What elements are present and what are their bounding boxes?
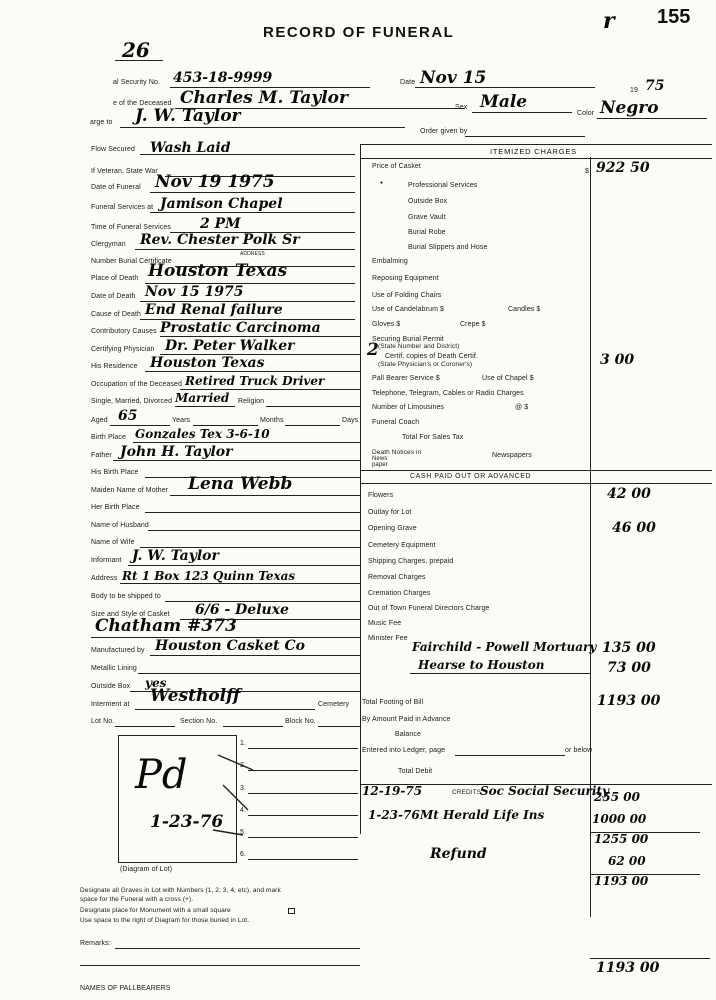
shipped-to-label: Body to be shipped to [91, 593, 161, 600]
contributory-value: Prostatic Carcinoma [160, 320, 321, 336]
casket-model-value: Chatham #373 [95, 616, 237, 636]
mother-label: Maiden Name of Mother [91, 487, 169, 494]
cause-of-death-label: Cause of Death [91, 311, 142, 318]
total-footing-label: Total Footing of Bill [362, 699, 424, 706]
occupation-label: Occupation of the Deceased [91, 381, 182, 388]
flowers-label: Flowers [368, 492, 394, 499]
birth-place-label: Birth Place [91, 434, 126, 441]
folding-chairs-label: Use of Folding Chairs [372, 292, 442, 299]
opening-grave-value: 46 00 [612, 520, 656, 536]
minister-fee-label: Minister Fee [368, 635, 408, 642]
interment-value: Westholff [150, 686, 241, 706]
years-label: Years [172, 417, 191, 424]
credits-label: CREDITS [452, 789, 482, 796]
ssn-value: 453-18-9999 [173, 70, 273, 86]
removal-label: Removal Charges [368, 574, 426, 581]
grave-vault-label: Grave Vault [408, 214, 446, 221]
bullet: ● [380, 180, 384, 186]
ledger-label: Entered into Ledger, page [362, 747, 446, 754]
burial-slippers-label: Burial Slippers and Hose [408, 244, 488, 251]
lot-num-6: 6. [240, 851, 247, 858]
monument-square-icon [288, 908, 295, 914]
birth-place-value: Gonzales Tex 3-6-10 [135, 427, 270, 441]
lot-num-2: 2. [240, 762, 247, 769]
section-no-label: Section No. [180, 718, 218, 725]
manufactured-value: Houston Casket Co [155, 638, 306, 654]
reposing-label: Reposing Equipment [372, 275, 439, 282]
professional-services-label: Professional Services [408, 182, 478, 189]
lot-num-4: 4. [240, 807, 247, 814]
father-value: John H. Taylor [120, 444, 233, 460]
date-of-death-label: Date of Death [91, 293, 136, 300]
lot-date-mark: 1-23-76 [150, 812, 224, 832]
or-below-label: or below [565, 747, 593, 754]
death-notices-label: Death Notices in [372, 449, 422, 456]
page-number: 155 [657, 6, 691, 28]
metallic-lining-label: Metallic Lining [91, 665, 137, 672]
tally-two: 2 [367, 340, 379, 360]
use-chapel-label: Use of Chapel $ [482, 375, 534, 382]
services-at-label: Funeral Services at [91, 204, 154, 211]
credit1-amt: 255 00 [594, 790, 640, 804]
lot-scribble [118, 735, 258, 865]
lot-num-5: 5. [240, 829, 247, 836]
price-casket-label: Price of Casket [372, 163, 421, 170]
out-of-town-line1: Fairchild - Powell Mortuary [412, 640, 597, 654]
remarks-label: Remarks: [80, 940, 111, 947]
her-birth-place-label: Her Birth Place [91, 504, 140, 511]
services-at-value: Jamison Chapel [160, 196, 283, 212]
color-label: Color [577, 110, 595, 117]
opening-grave-label: Opening Grave [368, 525, 417, 532]
initial-mark: r [603, 8, 615, 34]
months-label: Months [260, 417, 284, 424]
credit4-amt: 62 00 [608, 854, 646, 868]
credit2-desc: Mt Herald Life Ins [420, 808, 545, 822]
total-debit-label: Total Debit [398, 768, 433, 775]
lot-num-3: 3. [240, 785, 247, 792]
final-total: 1193 00 [596, 960, 660, 976]
limousines-label: Number of Limousines [372, 404, 445, 411]
news-paper-label: News paper [372, 456, 388, 468]
price-casket-value: 922 50 [596, 160, 650, 176]
credit1-desc: Soc Social Security [480, 784, 609, 798]
out-of-town-amt2: 73 00 [607, 660, 651, 676]
lot-no-label: Lot No. [91, 718, 115, 725]
order-given-label: Order given by [420, 128, 468, 135]
instruction-1: Designate all Graves in Lot with Numbers (1, 2, 3, 4, etc), and mark [80, 887, 281, 894]
paid-advance-label: By Amount Paid in Advance [362, 716, 451, 723]
total-footing-value: 1193 00 [597, 693, 661, 709]
physician-value: Dr. Peter Walker [165, 338, 295, 354]
charge-to-label: arge to [90, 119, 113, 126]
out-of-town-line2: Hearse to Houston [418, 658, 545, 672]
wife-label: Name of Wife [91, 539, 135, 546]
ssn-label: al Security No. [113, 79, 161, 86]
year-prefix: 19 [630, 87, 638, 94]
lot-caption: (Diagram of Lot) [120, 866, 173, 873]
pall-bearer-label: Pall Bearer Service $ [372, 375, 440, 382]
permit-label: Securing Burial Permit [372, 336, 444, 343]
itemized-charges-header: ITEMIZED CHARGES [490, 147, 577, 156]
interment-label: Interment at [91, 701, 130, 708]
credit2-date: 1-23-76 [368, 808, 420, 822]
clergyman-value: Rev. Chester Polk Sr [140, 232, 300, 248]
outside-box-value: yes [145, 676, 167, 690]
marital-value: Married [175, 391, 230, 405]
at-label: @ $ [515, 404, 529, 411]
place-of-death-value: Houston Texas [148, 261, 288, 281]
veteran-label: If Veteran, State War [91, 168, 158, 175]
aged-value: 65 [118, 408, 138, 424]
father-label: Father [91, 452, 112, 459]
instruction-3: Designate place for Monument with a small square [80, 907, 231, 914]
embalming-label: Embalming [372, 258, 408, 265]
manufactured-label: Manufactured by [91, 647, 145, 654]
certif-copies-value: 3 00 [600, 352, 635, 368]
physician-label: Certifying Physician [91, 346, 155, 353]
dollar-sign: $ [585, 168, 589, 175]
candles-label: Candles $ [508, 306, 541, 313]
color-value: Negro [600, 98, 659, 118]
candelabrum-label: Use of Candelabrum $ [372, 306, 445, 313]
state-number-label: (State Number and District) [378, 343, 460, 350]
music-fee-label: Music Fee [368, 620, 402, 627]
marital-label: Single, Married, Divorced [91, 398, 173, 405]
husband-label: Name of Husband [91, 522, 149, 529]
religion-label: Religion [238, 398, 265, 405]
residence-label: His Residence [91, 363, 138, 370]
pallbearers-label: NAMES OF PALLBEARERS [80, 985, 171, 992]
credit1-date: 12-19-75 [362, 784, 423, 798]
cremation-label: Cremation Charges [368, 590, 431, 597]
funeral-date-value: Nov 19 1975 [155, 172, 275, 192]
gloves-label: Gloves $ [372, 321, 401, 328]
time-label: Time of Funeral Services [91, 224, 171, 231]
credit5-amt: 1193 00 [594, 874, 649, 888]
funeral-date-label: Date of Funeral [91, 184, 141, 191]
sex-label: Sex [455, 104, 468, 111]
casket-size-value: 6/6 - Deluxe [195, 602, 289, 618]
cause-of-death-value: End Renal failure [145, 302, 283, 318]
funeral-coach-label: Funeral Coach [372, 419, 420, 426]
deceased-label: e of the Deceased [113, 100, 172, 107]
cemetery-equipment-label: Cemetery Equipment [368, 542, 436, 549]
outlay-label: Outlay for Lot [368, 509, 412, 516]
date-value: Nov 15 [420, 68, 487, 88]
his-birth-place-label: His Birth Place [91, 469, 139, 476]
credit2-amt: 1000 00 [592, 812, 647, 826]
lot-num-1: 1. [240, 740, 247, 747]
shipping-label: Shipping Charges, prepaid [368, 558, 454, 565]
informant-label: Informant [91, 557, 122, 564]
cash-paid-header: CASH PAID OUT OR ADVANCED [410, 473, 532, 480]
record-number: 26 [122, 38, 150, 62]
clergyman-label: Clergyman [91, 241, 126, 248]
newspapers-label: Newspapers [492, 452, 532, 459]
place-of-death-label: Place of Death [91, 275, 139, 282]
flow-secured-label: Flow Secured [91, 146, 135, 153]
informant-address-value: Rt 1 Box 123 Quinn Texas [122, 569, 296, 583]
sex-value: Male [480, 92, 528, 112]
balance-label: Balance [395, 731, 421, 738]
credit4-note: Refund [430, 846, 487, 862]
instruction-2: space for the Funeral with a cross (+). [80, 896, 194, 903]
lot-pd-mark: Pd [135, 752, 188, 798]
crepe-label: Crepe $ [460, 321, 486, 328]
telephone-label: Telephone, Telegram, Cables or Radio Charges [372, 390, 524, 397]
burial-cert-label: Number Burial Certificate [91, 258, 172, 265]
casket-size-label: Size and Style of Casket [91, 611, 170, 618]
form-title: RECORD OF FUNERAL [263, 24, 455, 41]
state-physician-label: (State Physician's or Coroner's) [378, 361, 473, 368]
year-value: 75 [645, 78, 665, 94]
credit3-amt: 1255 00 [594, 832, 649, 846]
days-label: Days [342, 417, 359, 424]
flowers-value: 42 00 [607, 486, 651, 502]
flow-secured-value: Wash Laid [150, 140, 231, 156]
charge-to-value: J. W. Taylor [135, 106, 241, 126]
deceased-value: Charles M. Taylor [180, 88, 348, 108]
burial-robe-label: Burial Robe [408, 229, 446, 236]
date-label: Date [400, 79, 416, 86]
address-caption: ADDRESS [240, 251, 265, 257]
instruction-4: Use space to the right of Diagram for those buried in Lot. [80, 917, 250, 924]
time-value: 2 PM [200, 216, 241, 232]
residence-value: Houston Texas [150, 355, 265, 371]
certif-copies-label: Certif. copies of Death Certif. [385, 353, 478, 360]
sales-tax-label: Total For Sales Tax [402, 434, 464, 441]
informant-address-label: Address [91, 575, 118, 582]
outside-box-label: Outside Box [91, 683, 131, 690]
contributory-label: Contributory Causes [91, 328, 157, 335]
occupation-value: Retired Truck Driver [185, 374, 325, 388]
aged-label: Aged [91, 417, 108, 424]
out-of-town-amt1: 135 00 [602, 640, 656, 656]
informant-value: J. W. Taylor [132, 548, 219, 564]
cemetery-label: Cemetery [318, 701, 350, 708]
out-of-town-label: Out of Town Funeral Directors Charge [368, 605, 490, 612]
mother-value: Lena Webb [188, 474, 293, 494]
date-of-death-value: Nov 15 1975 [145, 284, 244, 300]
outside-box-r-label: Outside Box [408, 198, 448, 205]
block-no-label: Block No. [285, 718, 316, 725]
